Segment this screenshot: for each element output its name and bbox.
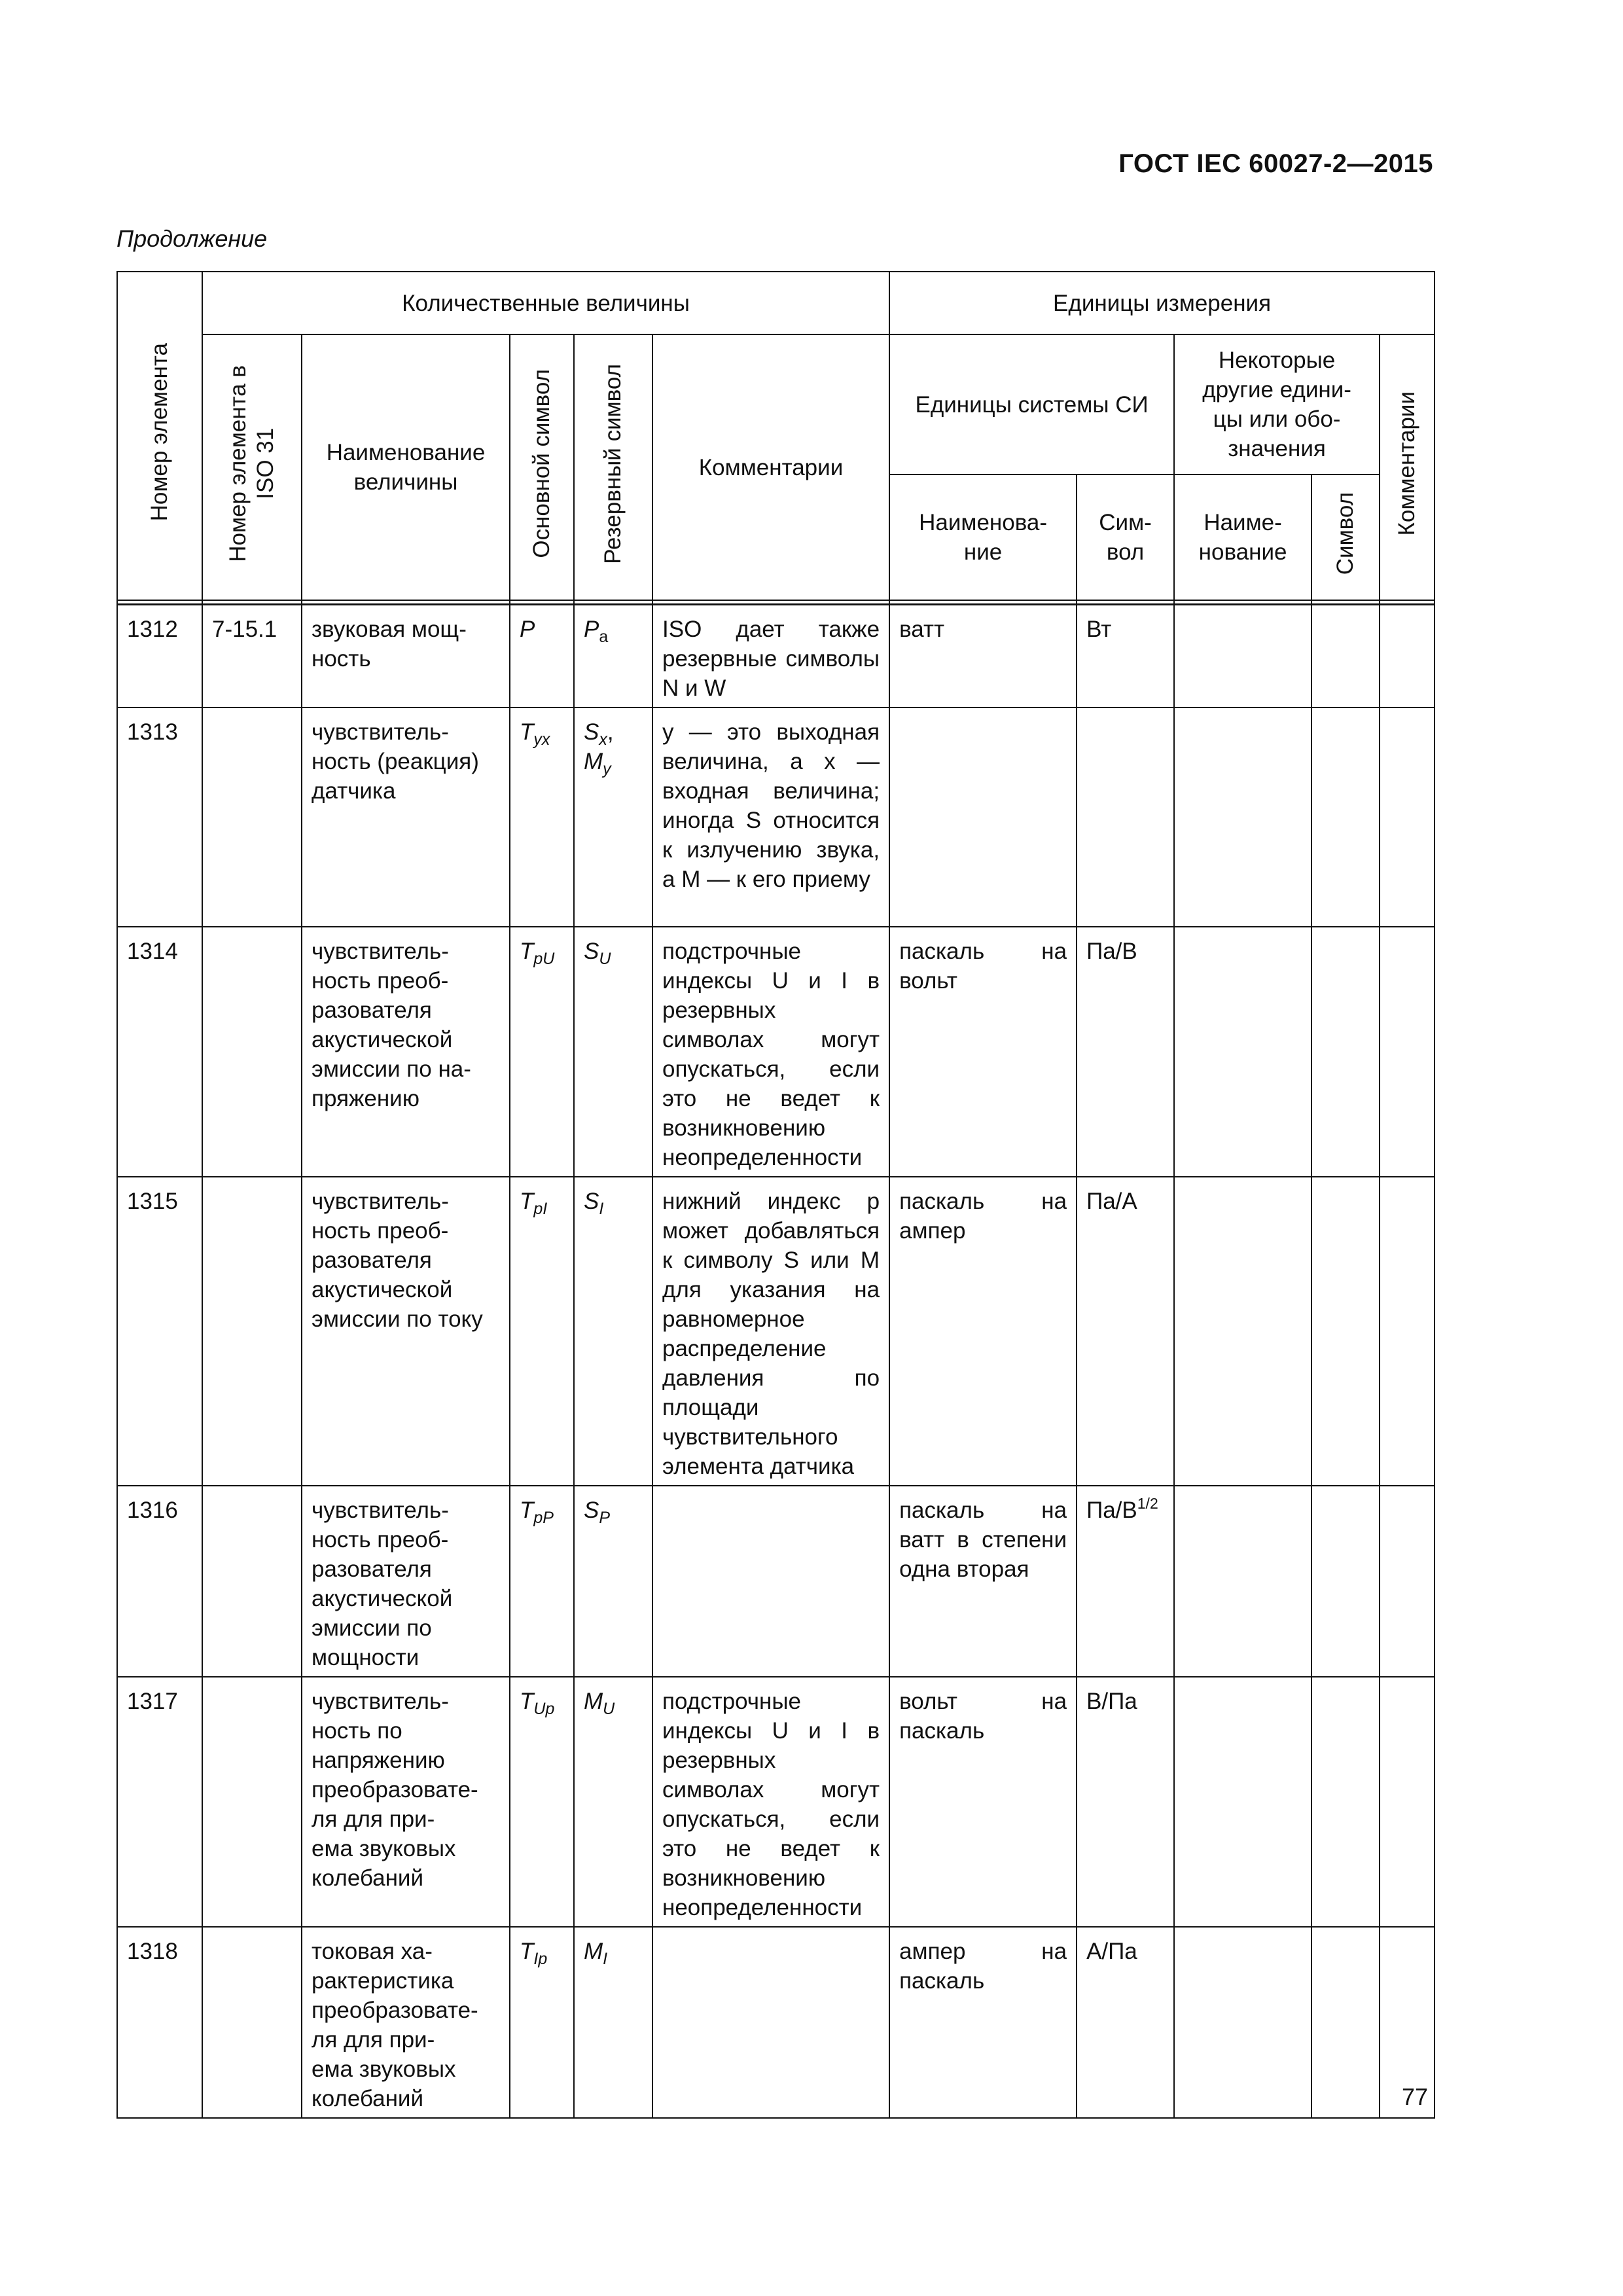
- table-row: [117, 1177, 1435, 1486]
- si-unit-name: вольт на паскаль: [889, 1677, 1077, 1927]
- si-unit-symbol: Па/А: [1077, 1177, 1174, 1486]
- reserve-symbol: $S_x$, $M_y$: [574, 708, 652, 927]
- item-number: 1313: [117, 708, 202, 927]
- iso-number: [202, 927, 302, 1177]
- quantity-name: чувствитель- ность (реакция) датчика: [302, 708, 510, 927]
- header-other-name: Наиме- нование: [1174, 475, 1311, 600]
- iso-number: [202, 708, 302, 927]
- other-unit-symbol: [1311, 1677, 1380, 1927]
- header-reserve-symbol: Резервный символ: [574, 334, 652, 600]
- main-symbol: $T_{pI}$: [510, 1177, 574, 1486]
- other-unit-name: [1174, 708, 1311, 927]
- reserve-symbol: $S_P$: [574, 1486, 652, 1677]
- item-number: 1316: [117, 1486, 202, 1677]
- table-body: [117, 600, 1435, 2118]
- other-unit-symbol: [1311, 927, 1380, 1177]
- other-unit-name: [1174, 1677, 1311, 1927]
- header-other-units: Некоторые другие едини- цы или обо- значения: [1174, 334, 1380, 475]
- header-comments: Комментарии: [652, 334, 889, 600]
- si-unit-name: паскаль на ватт в степени одна вторая: [889, 1486, 1077, 1677]
- unit-comment: [1380, 1177, 1435, 1486]
- other-unit-name: [1174, 1486, 1311, 1677]
- quantity-name: чувствитель- ность преоб- разователя акустической эмиссии по на- пряжению: [302, 927, 510, 1177]
- header-iso-number: Номер элемента в ISO 31: [202, 334, 302, 600]
- iso-number: [202, 1927, 302, 2118]
- other-unit-name: [1174, 927, 1311, 1177]
- comment: подстрочные индексы U и I в резервных символах могут опускаться, если это не ведет к возникновению неопределенности: [652, 927, 889, 1177]
- si-unit-name: ватт: [889, 605, 1077, 708]
- unit-comment: [1380, 708, 1435, 927]
- si-unit-symbol: $Па/В^{1/2}$: [1077, 1486, 1174, 1677]
- reserve-symbol: $S_U$: [574, 927, 652, 1177]
- header-quantity-name: Наименование величины: [302, 334, 510, 600]
- comment: ISO дает также резервные символы N и W: [652, 605, 889, 708]
- quantity-name: чувствитель- ность преоб- разователя акустической эмиссии по мощности: [302, 1486, 510, 1677]
- si-unit-symbol: Па/В: [1077, 927, 1174, 1177]
- other-unit-name: [1174, 1927, 1311, 2118]
- table-row: [117, 1927, 1435, 2118]
- document-code: ГОСТ IEC 60027-2—2015: [1118, 149, 1433, 178]
- reserve-symbol: $M_U$: [574, 1677, 652, 1927]
- item-number: 1315: [117, 1177, 202, 1486]
- table-row: [117, 927, 1435, 1177]
- other-unit-name: [1174, 1177, 1311, 1486]
- other-unit-symbol: [1311, 1486, 1380, 1677]
- si-unit-name: [889, 708, 1077, 927]
- unit-comment: [1380, 1486, 1435, 1677]
- si-unit-name: паскаль на вольт: [889, 927, 1077, 1177]
- si-unit-name: ампер на паскаль: [889, 1927, 1077, 2118]
- main-symbol: $T_{pP}$: [510, 1486, 574, 1677]
- comment: подстрочные индексы U и I в резервных символах могут опускаться, если это не ведет к возникновению неопределенности: [652, 1677, 889, 1927]
- quantity-name: токовая ха- рактеристика преобразовате- ля для при- ема звуковых колебаний: [302, 1927, 510, 2118]
- iso-number: [202, 1677, 302, 1927]
- unit-comment: [1380, 1677, 1435, 1927]
- other-unit-symbol: [1311, 1177, 1380, 1486]
- table-row: [117, 605, 1435, 708]
- comment: [652, 1486, 889, 1677]
- header-units-group: Единицы измерения: [889, 272, 1435, 334]
- other-unit-symbol: [1311, 708, 1380, 927]
- main-symbol: $T_{yx}$: [510, 708, 574, 927]
- main-symbol: $T_{Ip}$: [510, 1927, 574, 2118]
- quantity-name: чувствитель- ность по напряжению преобразовате- ля для при- ема звуковых колебаний: [302, 1677, 510, 1927]
- header-units-comments: Комментарии: [1380, 334, 1435, 600]
- reserve-symbol: $M_I$: [574, 1927, 652, 2118]
- main-symbol: P: [510, 605, 574, 708]
- unit-comment: [1380, 605, 1435, 708]
- comment: [652, 1927, 889, 2118]
- reserve-symbol: $P_a$: [574, 605, 652, 708]
- header-si-symbol: Сим- вол: [1077, 475, 1174, 600]
- table-row: [117, 708, 1435, 927]
- main-symbol: $T_{pU}$: [510, 927, 574, 1177]
- reserve-symbol-extra: $M_y$: [584, 749, 611, 778]
- other-unit-name: [1174, 605, 1311, 708]
- header-item-number: Номер элемента: [117, 272, 202, 600]
- page-number: 77: [1401, 2083, 1428, 2110]
- item-number: 1312: [117, 605, 202, 708]
- comment: y — это выходная величина, а x — входная величина; иногда S относится к излучению звука, а M — к его приему: [652, 708, 889, 927]
- quantities-table: [116, 271, 1435, 2119]
- si-unit-symbol: [1077, 708, 1174, 927]
- other-unit-symbol: [1311, 605, 1380, 708]
- si-unit-symbol: В/Па: [1077, 1677, 1174, 1927]
- continuation-label: Продолжение: [116, 225, 268, 252]
- header-si-units: Единицы системы СИ: [889, 334, 1174, 475]
- item-number: 1318: [117, 1927, 202, 2118]
- iso-number: 7-15.1: [202, 605, 302, 708]
- main-symbol: $T_{Up}$: [510, 1677, 574, 1927]
- iso-number: [202, 1486, 302, 1677]
- quantity-name: чувствитель- ность преоб- разователя акустической эмиссии по току: [302, 1177, 510, 1486]
- si-unit-symbol: А/Па: [1077, 1927, 1174, 2118]
- header-main-symbol: Основной символ: [510, 334, 574, 600]
- table-row: [117, 1486, 1435, 1677]
- si-unit-name: паскаль на ампер: [889, 1177, 1077, 1486]
- item-number: 1317: [117, 1677, 202, 1927]
- reserve-symbol: $S_I$: [574, 1177, 652, 1486]
- iso-number: [202, 1177, 302, 1486]
- header-quantities-group: Количественные величины: [202, 272, 889, 334]
- other-unit-symbol: [1311, 1927, 1380, 2118]
- item-number: 1314: [117, 927, 202, 1177]
- table-row: [117, 1677, 1435, 1927]
- comment: нижний индекс p может добавляться к символу S или M для указания на равномерное распределение давления по площади чувствительного элемента датчика: [652, 1177, 889, 1486]
- unit-comment: [1380, 927, 1435, 1177]
- si-unit-symbol: Вт: [1077, 605, 1174, 708]
- quantity-name: звуковая мощ- ность: [302, 605, 510, 708]
- header-si-name: Наименова- ние: [889, 475, 1077, 600]
- header-other-symbol: Символ: [1311, 475, 1380, 600]
